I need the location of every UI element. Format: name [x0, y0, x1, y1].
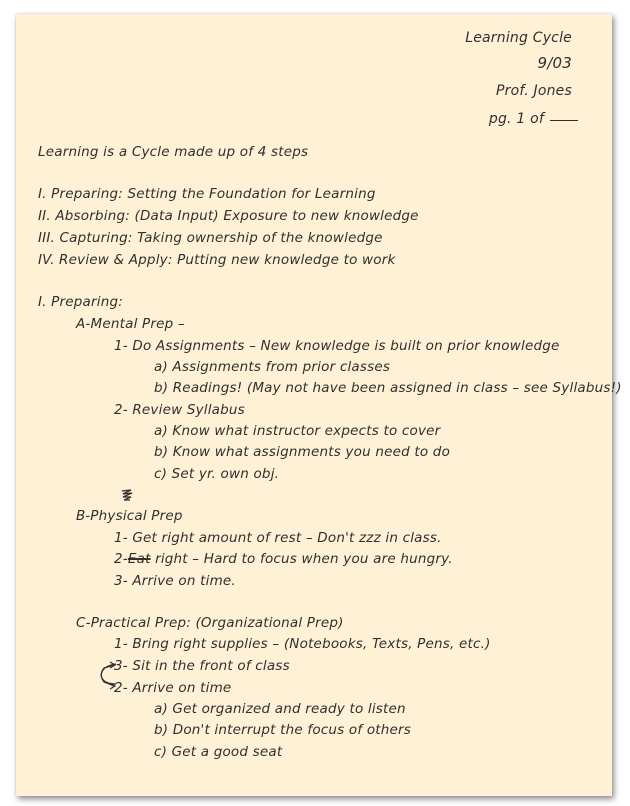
- practical-item-2: 2- Arrive on time: [114, 680, 232, 696]
- practical-item-3: 3- Sit in the front of class: [114, 658, 290, 674]
- physical-prep-heading: B-Physical Prep: [76, 508, 183, 524]
- practical-item-2c: c) Get a good seat: [154, 744, 283, 760]
- section-heading: I. Preparing:: [38, 294, 123, 310]
- mental-item-2c: c) Set yr. own obj.: [154, 466, 280, 482]
- scribble-icon: [120, 488, 134, 502]
- mental-item-2: 2- Review Syllabus: [114, 402, 245, 418]
- practical-item-1: 1- Bring right supplies – (Notebooks, Texts, Pens, etc.): [114, 636, 491, 652]
- note-date: 9/03: [537, 54, 572, 72]
- practical-prep-heading: C-Practical Prep: (Organizational Prep): [76, 615, 344, 631]
- mental-item-1b: b) Readings! (May not have been assigned in class – see Syllabus!): [154, 380, 622, 396]
- page-total-blank: [550, 119, 578, 121]
- mental-item-2b: b) Know what assignments you need to do: [154, 444, 451, 460]
- physical-item-1: 1- Get right amount of rest – Don't zzz in class.: [114, 530, 442, 546]
- struck-word: Eat: [127, 551, 151, 567]
- mental-item-1a: a) Assignments from prior classes: [154, 359, 391, 375]
- note-title: Learning Cycle: [465, 30, 572, 46]
- note-page-number: [489, 111, 578, 127]
- swap-arrows-icon: [96, 654, 120, 696]
- physical-item-2: [114, 551, 453, 567]
- intro-line: Learning is a Cycle made up of 4 steps: [38, 144, 309, 160]
- step-2: II. Absorbing: (Data Input) Exposure to new knowledge: [38, 208, 419, 224]
- mental-item-1: 1- Do Assignments – New knowledge is built on prior knowledge: [114, 338, 560, 354]
- page-number-label: pg. 1 of: [488, 111, 544, 127]
- physical-item-2-number: 2-: [114, 551, 128, 567]
- step-4: IV. Review & Apply: Putting new knowledge to work: [38, 252, 396, 268]
- step-3: III. Capturing: Taking ownership of the knowledge: [38, 230, 383, 246]
- mental-item-2a: a) Know what instructor expects to cover: [154, 423, 441, 439]
- note-professor: Prof. Jones: [495, 83, 572, 99]
- step-1: I. Preparing: Setting the Foundation for Learning: [38, 186, 376, 202]
- practical-item-2b: b) Don't interrupt the focus of others: [154, 722, 412, 738]
- mental-prep-heading: A-Mental Prep –: [76, 316, 185, 332]
- physical-item-2-text: right – Hard to focus when you are hungry.: [150, 551, 453, 567]
- practical-item-2a: a) Get organized and ready to listen: [154, 701, 406, 717]
- physical-item-3: 3- Arrive on time.: [114, 573, 236, 589]
